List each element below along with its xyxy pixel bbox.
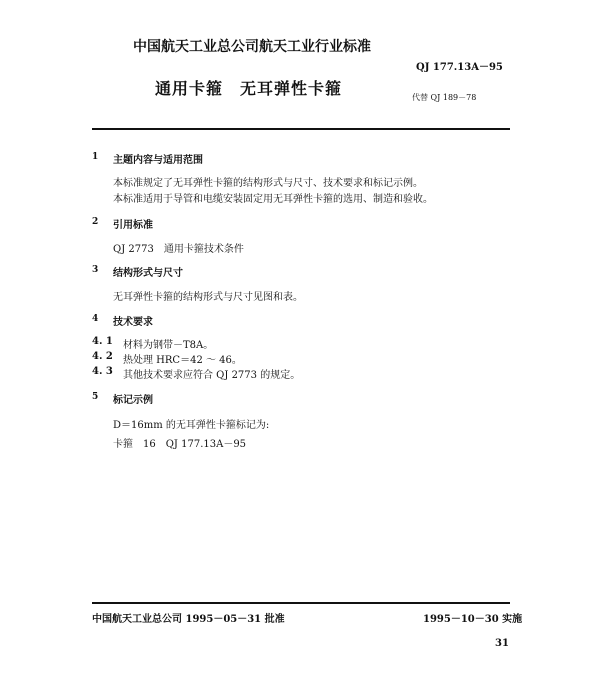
page-number: 31 [495, 638, 509, 649]
section-3-para-1: 无耳弹性卡箍的结构形式与尺寸见图和表。 [113, 292, 303, 303]
section-3-title: 结构形式与尺寸 [113, 268, 183, 279]
org-title: 中国航天工业总公司航天工业行业标准 [133, 39, 371, 55]
item-4-1-number: 4. 1 [92, 336, 113, 347]
section-2-title: 引用标准 [113, 220, 153, 231]
item-4-1-text: 材料为钢带－T8A。 [123, 340, 214, 351]
section-5-para-1: D＝16mm 的无耳弹性卡箍标记为: [113, 420, 270, 431]
section-3-number: 3 [92, 265, 99, 275]
footer-rule [92, 602, 510, 604]
document-title: 通用卡箍 无耳弹性卡箍 [155, 79, 343, 98]
section-1-para-1: 本标准规定了无耳弹性卡箍的结构形式与尺寸、技术要求和标记示例。 [113, 178, 423, 189]
item-4-2-text: 热处理 HRC＝42 ～ 46。 [123, 355, 242, 366]
section-5-title: 标记示例 [113, 395, 153, 406]
section-1-number: 1 [92, 152, 99, 162]
header-rule [92, 128, 510, 130]
item-4-2-number: 4. 2 [92, 351, 113, 362]
standard-number: QJ 177.13A－95 [416, 62, 503, 73]
section-2-para-1: QJ 2773 通用卡箍技术条件 [113, 244, 244, 255]
section-4-title: 技术要求 [113, 317, 153, 328]
item-4-3-number: 4. 3 [92, 366, 113, 377]
section-2-number: 2 [92, 217, 99, 227]
approval-line: 中国航天工业总公司 1995－05－31 批准 [92, 614, 285, 625]
section-5-number: 5 [92, 392, 99, 402]
section-1-para-2: 本标准适用于导管和电缆安装固定用无耳弹性卡箍的选用、制造和验收。 [113, 194, 433, 205]
section-1-title: 主题内容与适用范围 [113, 155, 203, 166]
section-4-number: 4 [92, 314, 99, 324]
section-5-para-2: 卡箍 16 QJ 177.13A－95 [113, 439, 247, 450]
replaces-standard: 代替 QJ 189－78 [412, 93, 477, 102]
effective-date: 1995－10－30 实施 [423, 614, 523, 625]
item-4-3-text: 其他技术要求应符合 QJ 2773 的规定。 [123, 370, 301, 381]
